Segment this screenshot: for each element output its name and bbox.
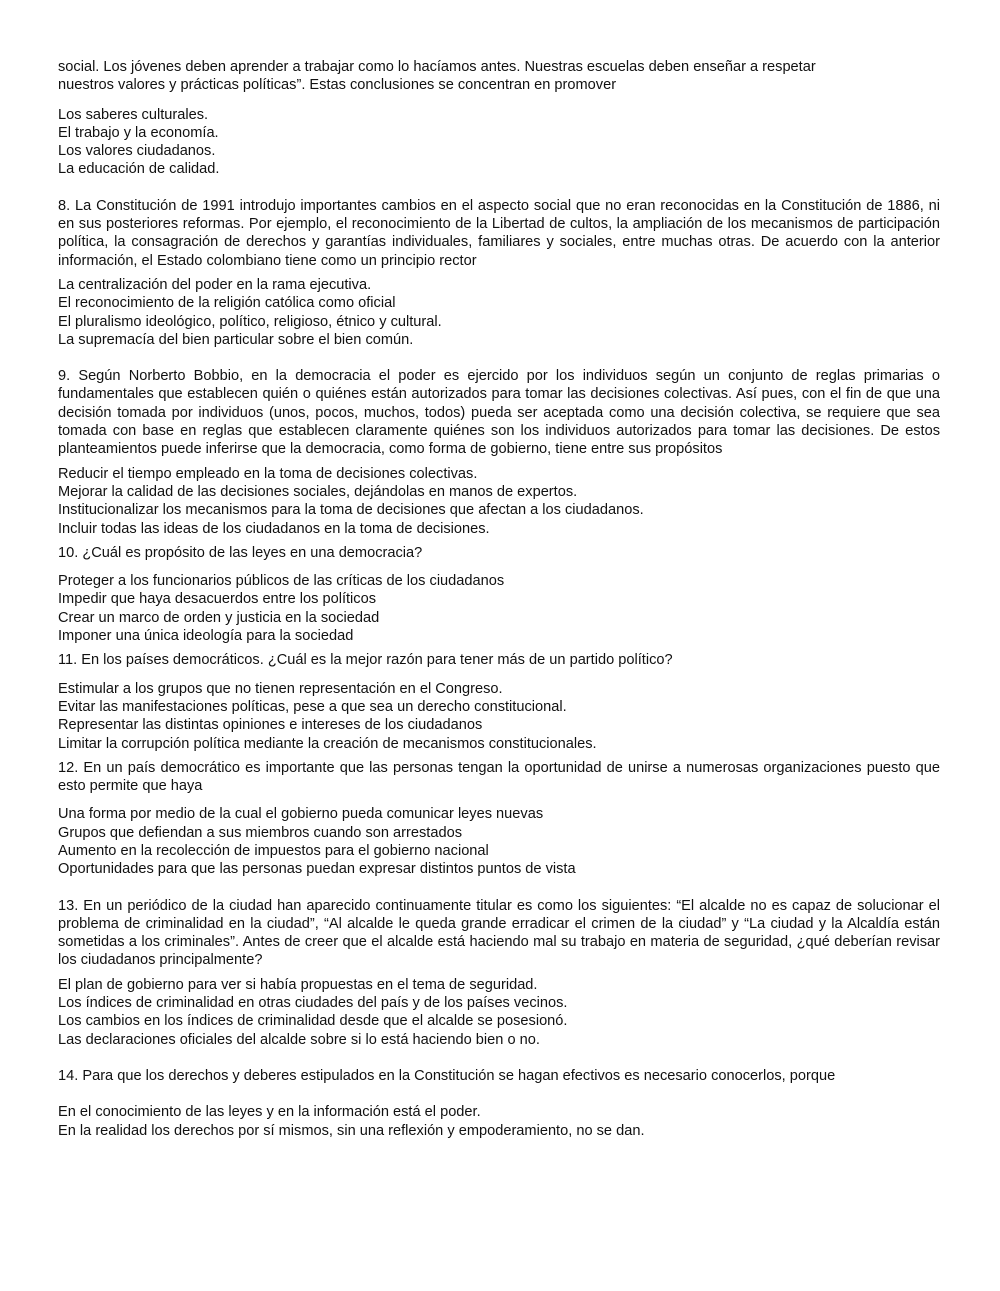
question-9-text: 9. Según Norberto Bobbio, en la democracia el poder es ejercido por los individuos según un conjunto de reglas primarias o fundamentales que establecen quién o quiénes están autorizados para tomar las decisiones colectivas. Así pues, con el fin de que una decisión tomada por individuos (unos, pocos, muchos, todos) pueda ser aceptada como una decisión colectiva, se requiere que sea tomada con base en reglas que establecen claramente quiénes son los individuos autorizados para tomar las decisiones. De estos planteamientos puede inferirse que la democracia, como forma de gobierno, tiene entre sus propósitos [58, 368, 940, 458]
answer-option[interactable]: Incluir todas las ideas de los ciudadanos en la toma de decisiones. [58, 520, 490, 537]
answer-option[interactable]: Representar las distintas opiniones e intereses de los ciudadanos [58, 717, 483, 734]
question-9-options [58, 465, 940, 538]
answer-option[interactable]: Crear un marco de orden y justicia en la sociedad [58, 609, 380, 626]
answer-option[interactable]: Los cambios en los índices de criminalidad desde que el alcalde se posesionó. [58, 1013, 568, 1030]
answer-option[interactable]: El pluralismo ideológico, político, religioso, étnico y cultural. [58, 313, 442, 330]
answer-option[interactable]: En el conocimiento de las leyes y en la información está el poder. [58, 1104, 481, 1121]
question-11-text: 11. En los países democráticos. ¿Cuál es la mejor razón para tener más de un partido político? [58, 652, 673, 669]
answer-option[interactable]: Evitar las manifestaciones políticas, pese a que sea un derecho constitucional. [58, 698, 567, 715]
answer-option[interactable]: Impedir que haya desacuerdos entre los políticos [58, 591, 377, 608]
answer-option[interactable]: El reconocimiento de la religión católica como oficial [58, 295, 396, 312]
answer-option[interactable]: Una forma por medio de la cual el gobierno pueda comunicar leyes nuevas [58, 806, 544, 823]
answer-option[interactable]: El plan de gobierno para ver si había propuestas en el tema de seguridad. [58, 976, 538, 993]
answer-option[interactable]: Las declaraciones oficiales del alcalde sobre si lo está haciendo bien o no. [58, 1031, 540, 1048]
answer-option[interactable]: La supremacía del bien particular sobre el bien común. [58, 331, 414, 348]
question-8-text: 8. La Constitución de 1991 introdujo importantes cambios en el aspecto social que no eran reconocidas en la Constitución de 1886, ni en sus posteriores reformas. Por ejemplo, el reconocimiento de la Libertad de cultos, la ampliación de los mecanismos de participación política, la consagración de derechos y garantías individuales, familiares y sociales, entre muchas otras. De acuerdo con la anterior información, el Estado colombiano tiene como un principio rector [58, 197, 940, 269]
question-14-options [58, 1103, 940, 1140]
answer-option[interactable]: Los valores ciudadanos. [58, 143, 216, 160]
answer-option[interactable]: Estimular a los grupos que no tienen representación en el Congreso. [58, 680, 503, 697]
answer-option[interactable]: La centralización del poder en la rama ejecutiva. [58, 276, 372, 293]
question-text-continuation: social. Los jóvenes deben aprender a trabajar como lo hacíamos antes. Nuestras escuelas deben enseñar a respetar nuestros valores y prácticas políticas”. Estas conclusiones se concentran en promover [58, 59, 816, 94]
answer-option[interactable]: Proteger a los funcionarios públicos de las críticas de los ciudadanos [58, 573, 505, 590]
answer-option[interactable]: El trabajo y la economía. [58, 124, 219, 141]
answer-option[interactable]: Aumento en la recolección de impuestos para el gobierno nacional [58, 842, 489, 859]
question-14-text: 14. Para que los derechos y deberes estipulados en la Constitución se hagan efectivos es necesario conocerlos, porque [58, 1067, 836, 1084]
answer-options [58, 106, 940, 179]
answer-option[interactable]: Imponer una única ideología para la sociedad [58, 628, 354, 645]
question-11-options [58, 680, 940, 753]
question-10-text: 10. ¿Cuál es propósito de las leyes en una democracia? [58, 544, 423, 561]
answer-option[interactable]: Limitar la corrupción política mediante la creación de mecanismos constitucionales. [58, 735, 597, 752]
answer-option[interactable]: Oportunidades para que las personas puedan expresar distintos puntos de vista [58, 861, 576, 878]
question-10-options [58, 572, 940, 645]
question-8-options [58, 276, 940, 349]
question-12-options [58, 805, 940, 878]
document-page [58, 58, 940, 1140]
answer-option[interactable]: Los índices de criminalidad en otras ciudades del país y de los países vecinos. [58, 995, 568, 1012]
answer-option[interactable]: Los saberes culturales. [58, 106, 209, 123]
answer-option[interactable]: La educación de calidad. [58, 161, 220, 178]
question-12-text: 12. En un país democrático es importante que las personas tengan la oportunidad de unirse a numerosas organizaciones puesto que esto permite que haya [58, 759, 940, 795]
question-13-text: 13. En un periódico de la ciudad han aparecido continuamente titular es como los siguientes: “El alcalde no es capaz de solucionar el problema de criminalidad en la ciudad”, “Al alcalde le queda grande erradicar el crimen de la ciudad” y “La ciudad y la Alcaldía están sometidas a los criminales”. Antes de creer que el alcalde está haciendo mal su trabajo en materia de seguridad, ¿qué deberían revisar los ciudadanos principalmente? [58, 897, 940, 969]
answer-option[interactable]: Institucionalizar los mecanismos para la toma de decisiones que afectan a los ciudadanos. [58, 502, 644, 519]
answer-option[interactable]: Mejorar la calidad de las decisiones sociales, dejándolas en manos de expertos. [58, 483, 578, 500]
answer-option[interactable]: En la realidad los derechos por sí mismos, sin una reflexión y empoderamiento, no se dan. [58, 1122, 645, 1139]
answer-option[interactable]: Grupos que defiendan a sus miembros cuando son arrestados [58, 824, 463, 841]
answer-option[interactable]: Reducir el tiempo empleado en la toma de decisiones colectivas. [58, 465, 478, 482]
question-13-options [58, 976, 940, 1049]
